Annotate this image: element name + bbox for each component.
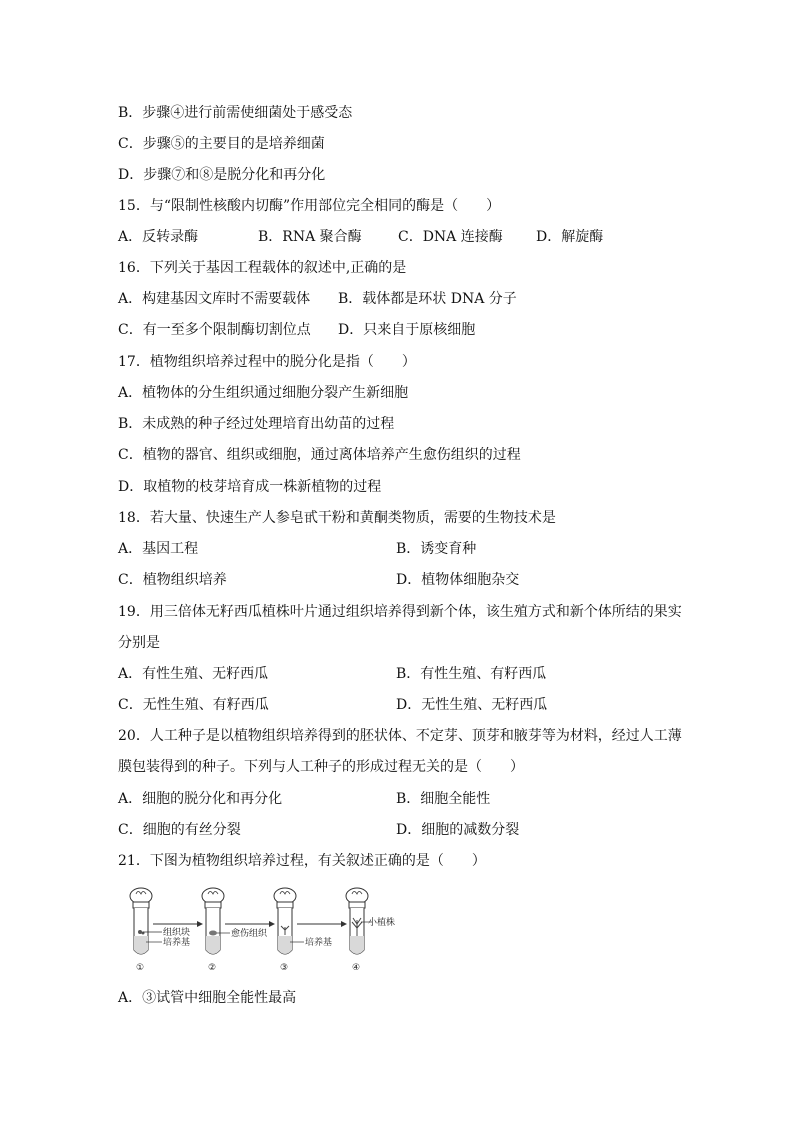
- q18-option-d: D．植物体细胞杂交: [396, 572, 520, 588]
- q20-options-row1: [118, 790, 678, 808]
- q16-stem: 16．下列关于基因工程载体的叙述中,正确的是: [118, 260, 407, 276]
- q17-stem: 17．植物组织培养过程中的脱分化是指（ ）: [118, 354, 416, 370]
- q15-options: [118, 228, 678, 246]
- label-medium-2: 培养基: [305, 938, 333, 948]
- q16-option-b: B．载体都是环状 DNA 分子: [338, 291, 517, 307]
- q15-option-a: A．反转录酶: [118, 229, 199, 245]
- q19-option-c: C．无性生殖、有籽西瓜: [118, 697, 269, 713]
- q17-option-c: C．植物的器官、组织或细胞，通过离体培养产生愈伤组织的过程: [118, 447, 521, 463]
- q14-option-c: C．步骤⑤的主要目的是培养细菌: [118, 136, 325, 152]
- tube-number-2: ②: [208, 963, 217, 973]
- q19-options-row2: [118, 696, 678, 714]
- q21-stem: 21．下图为植物组织培养过程，有关叙述正确的是（ ）: [118, 853, 486, 869]
- q15-option-c: C．DNA 连接酶: [398, 229, 503, 245]
- q18-options-row2: [118, 571, 678, 589]
- q16-option-a: A．构建基因文库时不需要载体: [118, 291, 311, 307]
- q20-option-b: B．细胞全能性: [396, 791, 491, 807]
- q19-option-a: A．有性生殖、无籽西瓜: [118, 666, 269, 682]
- tube-number-4: ④: [352, 963, 361, 973]
- q17-option-b: B．未成熟的种子经过处理培育出幼苗的过程: [118, 416, 395, 432]
- q18-option-a: A．基因工程: [118, 541, 199, 557]
- q20-options-row2: [118, 821, 678, 839]
- test-tube-1: [130, 888, 152, 954]
- tissue-culture-figure: [124, 884, 396, 973]
- q15-option-b: B．RNA 聚合酶: [258, 229, 362, 245]
- label-plantlet: 小植株: [368, 918, 396, 928]
- q15-option-d: D．解旋酶: [536, 229, 604, 245]
- q15-stem: 15．与“限制性核酸内切酶”作用部位完全相同的酶是（ ）: [118, 198, 501, 214]
- tube-number-3: ③: [280, 963, 289, 973]
- q20-option-c: C．细胞的有丝分裂: [118, 822, 241, 838]
- tube-number-1: ①: [136, 963, 145, 973]
- q19-option-b: B．有性生殖、有籽西瓜: [396, 666, 547, 682]
- q16-options-row2: [118, 321, 678, 339]
- q14-option-d: D．步骤⑦和⑧是脱分化和再分化: [118, 167, 326, 183]
- label-medium-1: 培养基: [163, 938, 191, 948]
- q19-options-row1: [118, 665, 678, 683]
- q16-option-c: C．有一至多个限制酶切割位点: [118, 322, 311, 338]
- q18-option-c: C．植物组织培养: [118, 572, 227, 588]
- test-tube-4: [346, 888, 368, 954]
- q19-option-d: D．无性生殖、无籽西瓜: [396, 697, 548, 713]
- label-tissue-block: 组织块: [163, 928, 191, 938]
- q18-option-b: B．诱变育种: [396, 541, 477, 557]
- q20-option-d: D．细胞的减数分裂: [396, 822, 520, 838]
- q19-stem-line1: 19．用三倍体无籽西瓜植株叶片通过组织培养得到新个体，该生殖方式和新个体所结的果实: [118, 604, 682, 620]
- q21-option-a: A．③试管中细胞全能性最高: [118, 990, 297, 1006]
- label-callus: 愈伤组织: [231, 929, 268, 939]
- q17-option-a: A．植物体的分生组织通过细胞分裂产生新细胞: [118, 385, 409, 401]
- q20-stem-line2: 膜包装得到的种子。下列与人工种子的形成过程无关的是（ ）: [118, 759, 524, 775]
- test-tube-3: [274, 888, 296, 954]
- q18-options-row1: [118, 540, 678, 558]
- q16-option-d: D．只来自于原核细胞: [338, 322, 476, 338]
- q20-stem-line1: 20．人工种子是以植物组织培养得到的胚状体、不定芽、顶芽和腋芽等为材料，经过人工薄: [118, 728, 682, 744]
- q17-option-d: D．取植物的枝芽培育成一株新植物的过程: [118, 479, 382, 495]
- q19-stem-line2: 分别是: [118, 635, 160, 651]
- test-tube-2: [202, 888, 224, 954]
- q18-stem: 18．若大量、快速生产人参皂甙干粉和黄酮类物质，需要的生物技术是: [118, 510, 556, 526]
- q14-option-b: B．步骤④进行前需使细菌处于感受态: [118, 105, 353, 121]
- q16-options-row1: [118, 290, 678, 308]
- q20-option-a: A．细胞的脱分化和再分化: [118, 791, 283, 807]
